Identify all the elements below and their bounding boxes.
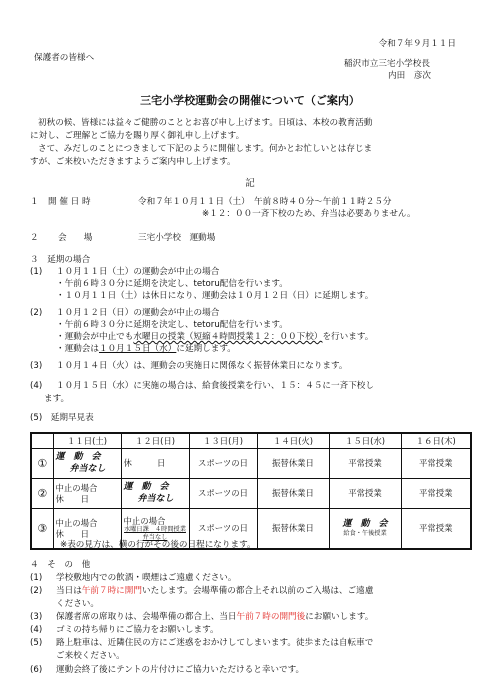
column-header: １２日(日): [121, 433, 189, 449]
cell-holiday-label: 休 日: [55, 528, 89, 539]
handwritten-sports-day: 運 動 会: [342, 519, 388, 529]
case2-bullet-3: [56, 344, 236, 355]
table-cell: [53, 449, 121, 479]
table-cell: スポーツの日: [189, 479, 257, 509]
table-cell: 振替休業日: [257, 509, 329, 550]
intro-line-3: さて、みだしのことにつきまして下記のように開催します。何かとお忙しいとは存じま: [38, 144, 373, 154]
table-cell: [329, 509, 401, 550]
section4-heading: ４ そ の 他: [30, 560, 91, 570]
row-label: ②: [31, 479, 53, 509]
column-header: １４日(火): [257, 433, 329, 449]
table-cell: スポーツの日: [189, 509, 257, 550]
cell-cancel-label: 中止の場合: [55, 483, 98, 493]
other-3-text: [56, 612, 373, 623]
document-title: 三宅小学校運動会の開催について（ご案内）: [140, 94, 360, 107]
row-label: ③: [31, 509, 53, 550]
other-2-text: [56, 586, 373, 597]
table-row: [31, 449, 471, 479]
table-header-row: [31, 433, 471, 449]
case2-wednesday-classes: 水曜日の授業（短縮４時間授業１２：００下校）: [133, 332, 323, 342]
case3-text: １０月１４日（火）は、運動会の実施日に関係なく振替休業日になります。: [56, 361, 348, 371]
case2-heading: １０月１２日（日）の運動会が中止の場合: [56, 308, 220, 318]
other-2-number: (2): [30, 586, 43, 596]
case2-bullet-1: ・午前６時３０分に延期を決定し、tetoru配信を行います。: [56, 320, 288, 330]
section1-note: ※１２：００一斉下校のため、弁当は必要ありません。: [202, 209, 416, 219]
cell-cancel-label: 中止の場合: [55, 518, 98, 528]
handwritten-wednesday-schedule: 水曜日課 ４時間授業: [124, 526, 186, 533]
postponement-schedule-table: [30, 432, 472, 550]
section1-label: 開 催 日 時: [48, 197, 91, 207]
other-4-text: ゴミの持ち帰りにご協力をお願いします。: [56, 625, 219, 635]
table-cell: スポーツの日: [189, 449, 257, 479]
case2-bullet-2-a: ・運動会が中止でも: [56, 332, 134, 342]
handwritten-sports-day: 運 動 会: [55, 452, 101, 463]
table-cell: 平常授業: [401, 449, 471, 479]
other-1-number: (1): [30, 573, 43, 583]
intro-line-4: すが、ご来校いただきますようご案内申し上げます。: [30, 157, 236, 167]
schedule-heading: (5) 延期早見表: [30, 413, 94, 423]
case4-number: (4): [30, 381, 43, 391]
column-header: １６日(木): [401, 433, 471, 449]
section1-datetime: 令和７年１０月１１日（土） 午前８時４０分〜午前１１時２５分: [138, 197, 392, 207]
column-header: １５日(水): [329, 433, 401, 449]
table-cell: 休 日: [121, 449, 189, 479]
other-5-line-1: 路上駐車は、近隣住民の方にご迷惑をおかけしてしまいます。徒歩または自転車で: [56, 638, 374, 648]
table-cell: 平常授業: [401, 479, 471, 509]
case1-bullet-2: ・１０月１１日（土）は休日になり、運動会は１０月１２日（日）に延期します。: [56, 291, 374, 301]
table-cell: 平常授業: [401, 509, 471, 550]
school-principal-title: 稲沢市立三宅小学校長: [344, 59, 430, 69]
case2-bullet-2-c: を行います。: [322, 332, 374, 342]
case2-bullet-3-c: に延期します。: [176, 344, 236, 354]
addressee: 保護者の皆様へ: [34, 53, 95, 63]
ki-heading: 記: [245, 178, 255, 189]
table-note: ※表の見方は、横の行がその後の日程になります。: [60, 540, 256, 550]
handwritten-lunch-afternoon: 給食・午後授業: [343, 530, 387, 538]
seat-reserve-time: 午前７時の開門後: [236, 612, 306, 622]
cell-cancel-label: 中止の場合: [123, 515, 166, 526]
other-2-line-2: ください。: [56, 599, 99, 609]
other-3-a: 保護者席の席取りは、会場準備の都合上、当日: [56, 612, 237, 622]
handwritten-no-lunch: 弁当なし: [142, 533, 168, 541]
case4-line-1: １０月１５日（水）に実施の場合は、給食後授業を行い、１５：４５に一斉下校し: [56, 381, 374, 391]
intro-line-2: に対し、ご理解とご協力を賜り厚く御礼申し上げます。: [30, 131, 245, 141]
case2-number: (2): [30, 308, 43, 318]
other-6-text: 運動会終了後にテントの片付けにご協力いただけると幸いです。: [56, 665, 305, 675]
other-5-line-2: ご来校ください。: [56, 651, 125, 661]
row-label: ①: [31, 449, 53, 479]
table-cell: 振替休業日: [257, 479, 329, 509]
case2-postpone-date: １０月１５日（水）: [98, 344, 177, 354]
case3-number: (3): [30, 361, 43, 371]
other-5-number: (5): [30, 638, 43, 648]
table-row: [31, 479, 471, 509]
handwritten-sports-day: 運 動 会: [123, 482, 169, 493]
table-cell: 振替休業日: [257, 449, 329, 479]
table-cell: [121, 479, 189, 509]
case2-bullet-2: [56, 332, 373, 343]
other-2-c: いたします。会場準備の都合上それ以前のご入場は、ご遠慮: [141, 586, 374, 596]
case4-line-2: ます。: [44, 394, 70, 404]
other-6-number: (6): [30, 665, 43, 675]
other-3-c: にお願いします。: [305, 612, 374, 622]
section2-venue: 三宅小学校 運動場: [138, 233, 216, 243]
document-date: 令和７年９月１１日: [378, 39, 456, 49]
column-header: １１日(土): [53, 433, 121, 449]
other-1-text: 学校敷地内での飲酒・喫煙はご遠慮ください。: [56, 573, 237, 583]
table-cell: 平常授業: [329, 449, 401, 479]
section1-number: １: [30, 197, 39, 207]
column-header: １３日(月): [189, 433, 257, 449]
table-cell: 平常授業: [329, 479, 401, 509]
gate-open-time: 午前７時に開門: [81, 586, 142, 596]
other-3-number: (3): [30, 612, 43, 622]
other-2-a: 当日は: [56, 586, 82, 596]
handwritten-no-lunch: 弁当なし: [137, 493, 174, 504]
section2-number: ２: [30, 233, 39, 243]
handwritten-no-lunch: 弁当なし: [69, 463, 106, 474]
case1-number: (1): [30, 267, 43, 277]
intro-line-1: 初秋の候、皆様には益々ご健勝のこととお喜び申し上げます。日頃は、本校の教育活動: [38, 118, 373, 128]
case1-bullet-1: ・午前６時３０分に延期を決定し、tetoru配信を行います。: [56, 279, 288, 289]
table-cell: [53, 479, 121, 509]
case2-bullet-3-a: ・運動会は: [56, 344, 99, 354]
cell-holiday-label: 休 日: [55, 493, 89, 504]
case1-heading: １０月１１日（土）の運動会が中止の場合: [56, 267, 220, 277]
section2-label: 会 場: [58, 233, 93, 243]
principal-name: 内田 彦次: [388, 71, 431, 81]
section3-heading: ３ 延期の場合: [30, 255, 91, 265]
header-corner: [31, 433, 53, 449]
other-4-number: (4): [30, 625, 43, 635]
